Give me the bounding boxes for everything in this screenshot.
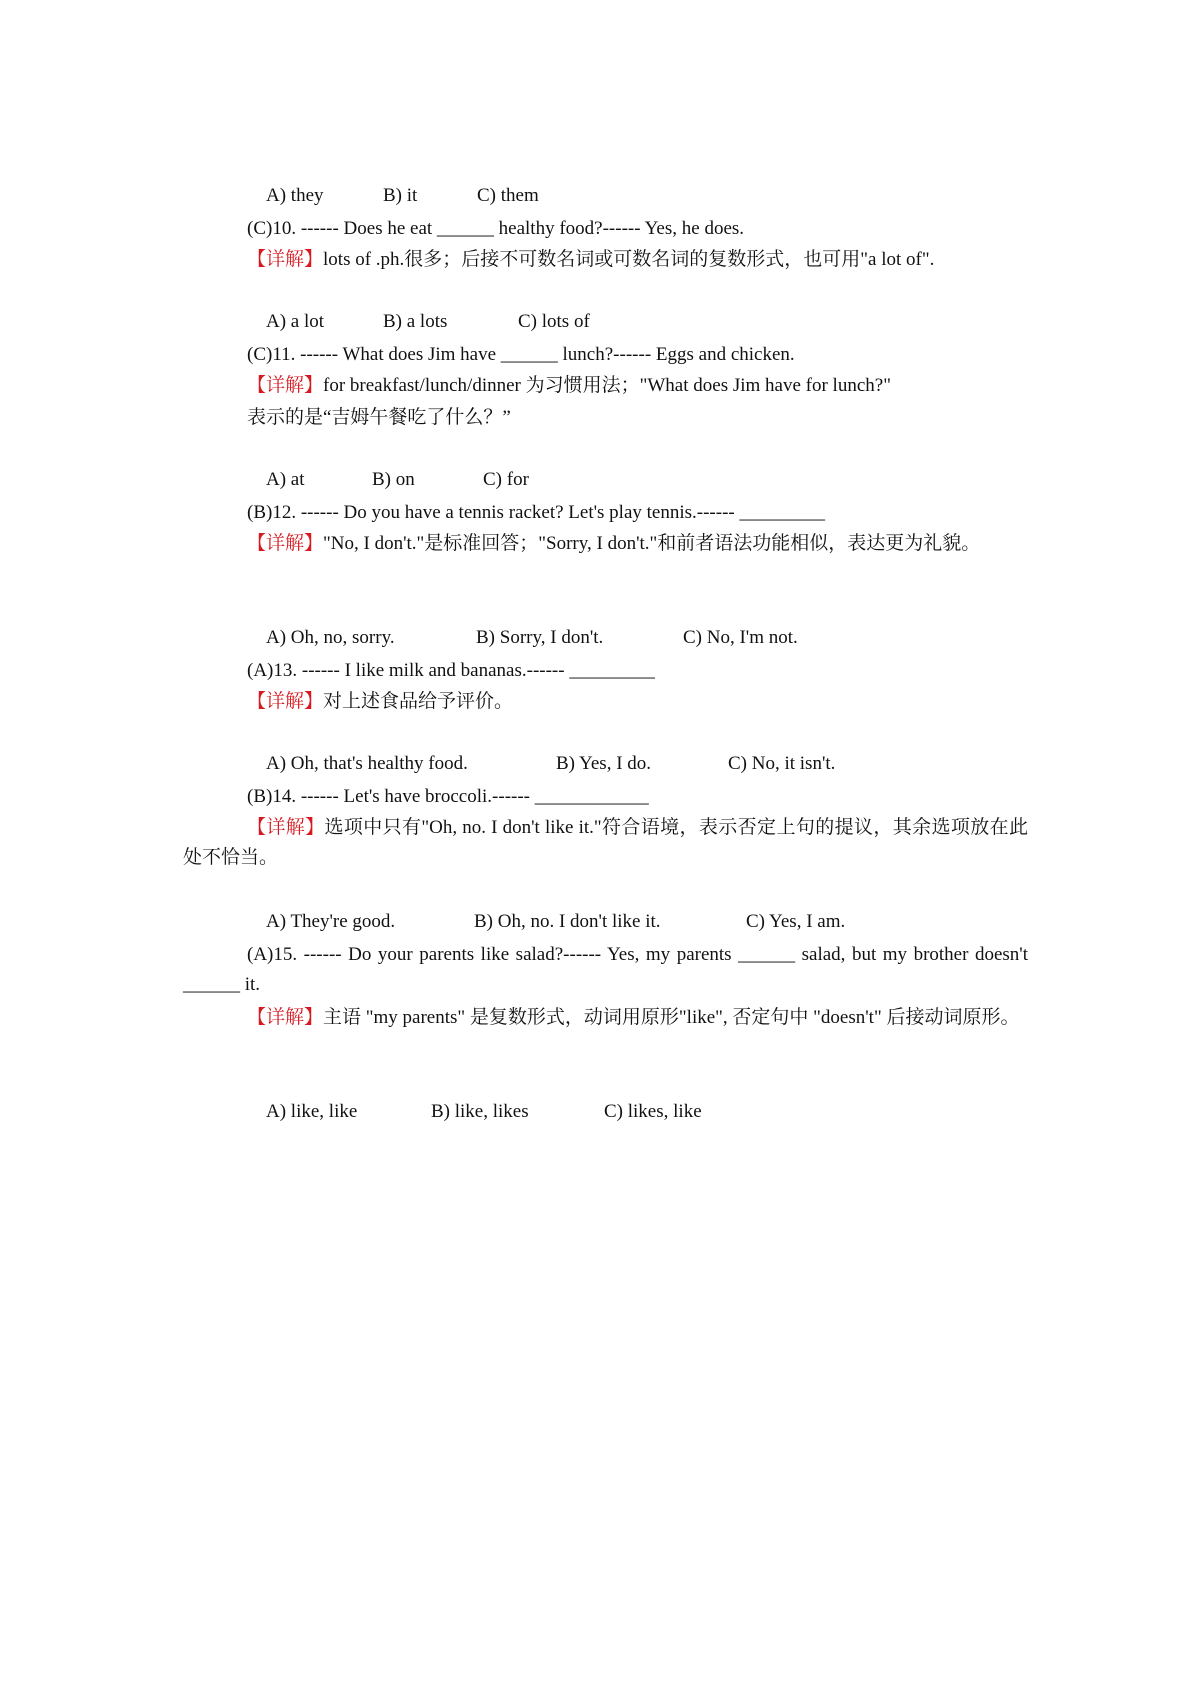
q15-explain-tag: 【详解】 bbox=[247, 1007, 324, 1028]
q13-explain-text: 对上述食品给予评价。 bbox=[323, 691, 514, 712]
q9-option-c: C) them bbox=[477, 185, 539, 206]
q15-option-a: A) like, like bbox=[266, 1101, 358, 1122]
q13-stem: (A)13. ------ I like milk and bananas.------ _________ bbox=[247, 660, 655, 681]
q14-option-b: B) Oh, no. I don't like it. bbox=[474, 911, 661, 932]
q11-explain-tag: 【详解】 bbox=[247, 375, 324, 396]
q13-option-b: B) Yes, I do. bbox=[556, 753, 652, 774]
q11-explain-text: for breakfast/lunch/dinner 为习惯用法；"What does Jim have for lunch?" bbox=[323, 375, 891, 396]
q11-explanation bbox=[247, 371, 891, 401]
q10-stem: (C)10. ------ Does he eat ______ healthy food?------ Yes, he does. bbox=[247, 218, 745, 239]
q12-option-a: A) Oh, no, sorry. bbox=[266, 627, 395, 648]
q15-stem: (A)15. ------ Do your parents like salad?------ Yes, my parents ______ salad, but my brother doesn't ______ it. bbox=[183, 944, 1028, 995]
q15-explain-text: 主语 "my parents" 是复数形式，动词用原形"like", 否定句中 "doesn't" 后接动词原形。 bbox=[323, 1007, 1020, 1028]
q9-option-a: A) they bbox=[266, 185, 324, 206]
q10-explanation bbox=[247, 245, 934, 275]
q12-option-b: B) Sorry, I don't. bbox=[476, 627, 604, 648]
q10-option-c: C) lots of bbox=[518, 311, 590, 332]
q14-option-c: C) Yes, I am. bbox=[746, 911, 846, 932]
q12-explanation bbox=[183, 529, 1028, 559]
q13-option-a: A) Oh, that's healthy food. bbox=[266, 753, 468, 774]
q14-explain-text: 选项中只有"Oh, no. I don't like it."符合语境，表示否定上句的提议，其余选项放在此处不恰当。 bbox=[183, 817, 1028, 868]
q14-option-a: A) They're good. bbox=[266, 911, 396, 932]
q10-option-b: B) a lots bbox=[383, 311, 448, 332]
q12-stem: (B)12. ------ Do you have a tennis racket? Let's play tennis.------ _________ bbox=[247, 502, 825, 523]
q11-option-b: B) on bbox=[372, 469, 415, 490]
q10-explain-tag: 【详解】 bbox=[247, 249, 324, 270]
q12-option-c: C) No, I'm not. bbox=[683, 627, 798, 648]
q10-option-a: A) a lot bbox=[266, 311, 325, 332]
q11-explain-line2: 表示的是“吉姆午餐吃了什么？” bbox=[247, 407, 511, 428]
q12-explain-tag: 【详解】 bbox=[247, 533, 324, 554]
q14-stem: (B)14. ------ Let's have broccoli.------ ____________ bbox=[247, 786, 649, 807]
q11-option-c: C) for bbox=[483, 469, 529, 490]
q10-explain-text: lots of .ph.很多；后接不可数名词或可数名词的复数形式，也可用"a lot of". bbox=[323, 249, 935, 270]
q12-explain-text: "No, I don't."是标准回答；"Sorry, I don't."和前者语法功能相似，表达更为礼貌。 bbox=[323, 533, 981, 554]
q13-explain-tag: 【详解】 bbox=[247, 691, 324, 712]
q14-explanation bbox=[183, 813, 1028, 873]
q13-option-c: C) No, it isn't. bbox=[728, 753, 836, 774]
q15-option-b: B) like, likes bbox=[431, 1101, 529, 1122]
q15-option-c: C) likes, like bbox=[604, 1101, 702, 1122]
q15-options bbox=[247, 1067, 702, 1157]
q14-explain-tag: 【详解】 bbox=[247, 817, 325, 838]
q13-explanation bbox=[247, 687, 513, 717]
q11-option-a: A) at bbox=[266, 469, 305, 490]
q9-option-b: B) it bbox=[383, 185, 418, 206]
q15-explanation bbox=[183, 1003, 1028, 1033]
q11-stem: (C)11. ------ What does Jim have ______ lunch?------ Eggs and chicken. bbox=[247, 344, 795, 365]
